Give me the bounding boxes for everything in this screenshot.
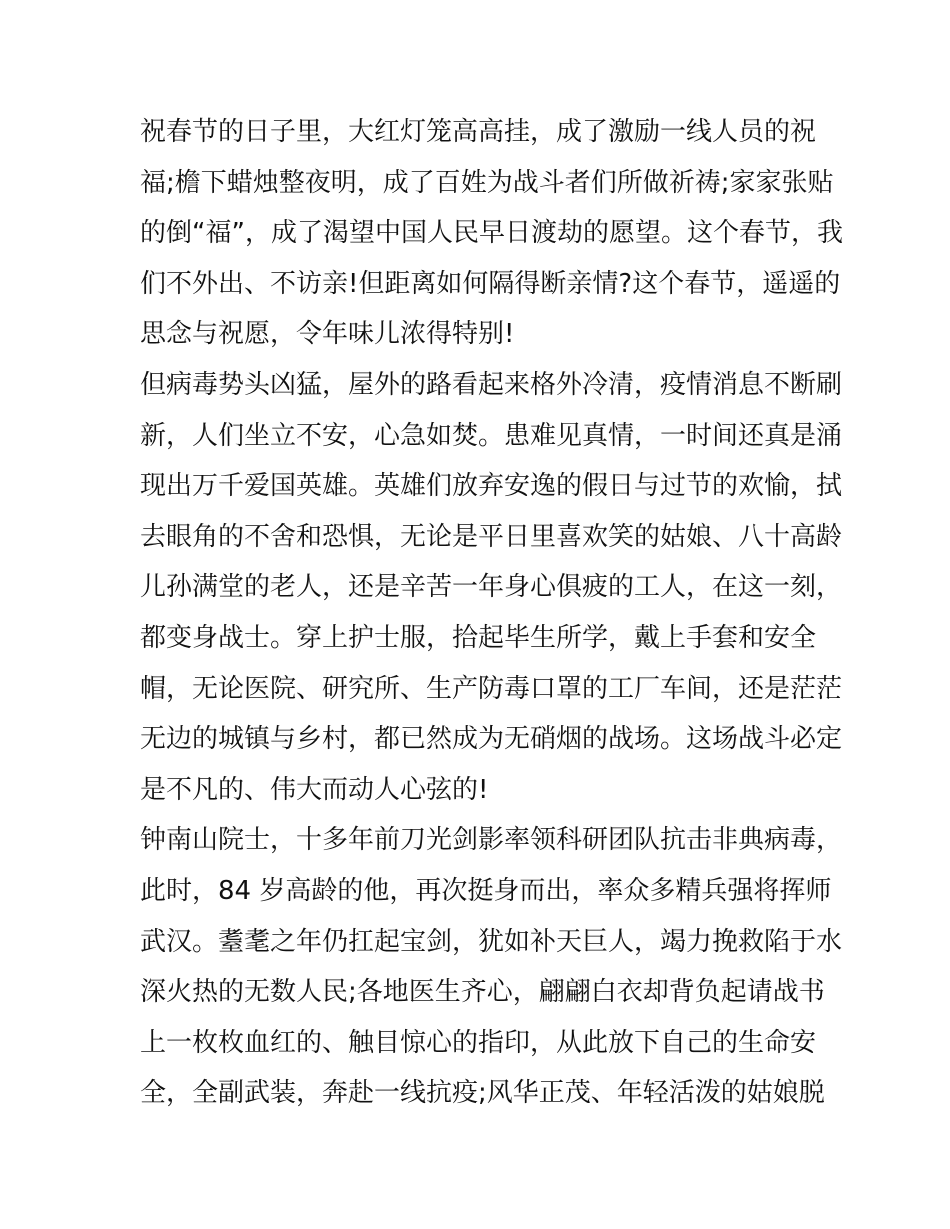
text-line: 们不外出、不访亲!但距离如何隔得断亲情?这个春节，遥遥的 bbox=[140, 268, 841, 299]
text-line: 福;檐下蜡烛整夜明，成了百姓为战斗者们所做祈祷;家家张贴 bbox=[140, 167, 834, 198]
text-line: 此时，84 岁高龄的他，再次挺身而出，率众多精兵强将挥师 bbox=[140, 875, 832, 906]
text-line: 去眼角的不舍和恐惧，无论是平日里喜欢笑的姑娘、八十高龄 bbox=[140, 521, 843, 552]
text-line: 思念与祝愿，令年味儿浓得特别! bbox=[140, 319, 515, 350]
text-line: 儿孙满堂的老人，还是辛苦一年身心俱疲的工人，在这一刻， bbox=[140, 572, 843, 603]
text-line: 上一枚枚血红的、触目惊心的指印，从此放下自己的生命安 bbox=[140, 1027, 817, 1058]
text-line: 无边的城镇与乡村，都已然成为无硝烟的战场。这场战斗必定 bbox=[140, 724, 843, 755]
text-line: 现出万千爱国英雄。英雄们放弃安逸的假日与过节的欢愉，拭 bbox=[140, 471, 843, 502]
text-line: 的倒“福”，成了渴望中国人民早日渡劫的愿望。这个春节，我 bbox=[140, 218, 843, 249]
text-line: 全，全副武装，奔赴一线抗疫;风华正茂、年轻活泼的姑娘脱 bbox=[140, 1078, 825, 1109]
text-line: 新，人们坐立不安，心急如焚。患难见真情，一时间还真是涌 bbox=[140, 420, 843, 451]
document-body bbox=[140, 107, 843, 1119]
text-line: 是不凡的、伟大而动人心弦的! bbox=[140, 774, 489, 805]
text-line: 钟南山院士，十多年前刀光剑影率领科研团队抗击非典病毒， bbox=[140, 825, 843, 856]
text-line: 深火热的无数人民;各地医生齐心，翩翩白衣却背负起请战书 bbox=[140, 977, 825, 1008]
text-line: 祝春节的日子里，大红灯笼高高挂，成了激励一线人员的祝 bbox=[140, 117, 817, 147]
text-line: 帽，无论医院、研究所、生产防毒口罩的工厂车间，还是茫茫 bbox=[140, 673, 843, 704]
text-line: 武汉。耋耄之年仍扛起宝剑，犹如补天巨人，竭力挽救陷于水 bbox=[140, 926, 843, 957]
text-line: 但病毒势头凶猛，屋外的路看起来格外冷清，疫情消息不断刷 bbox=[140, 369, 843, 400]
text-line: 都变身战士。穿上护士服，拾起毕生所学，戴上手套和安全 bbox=[140, 622, 817, 653]
